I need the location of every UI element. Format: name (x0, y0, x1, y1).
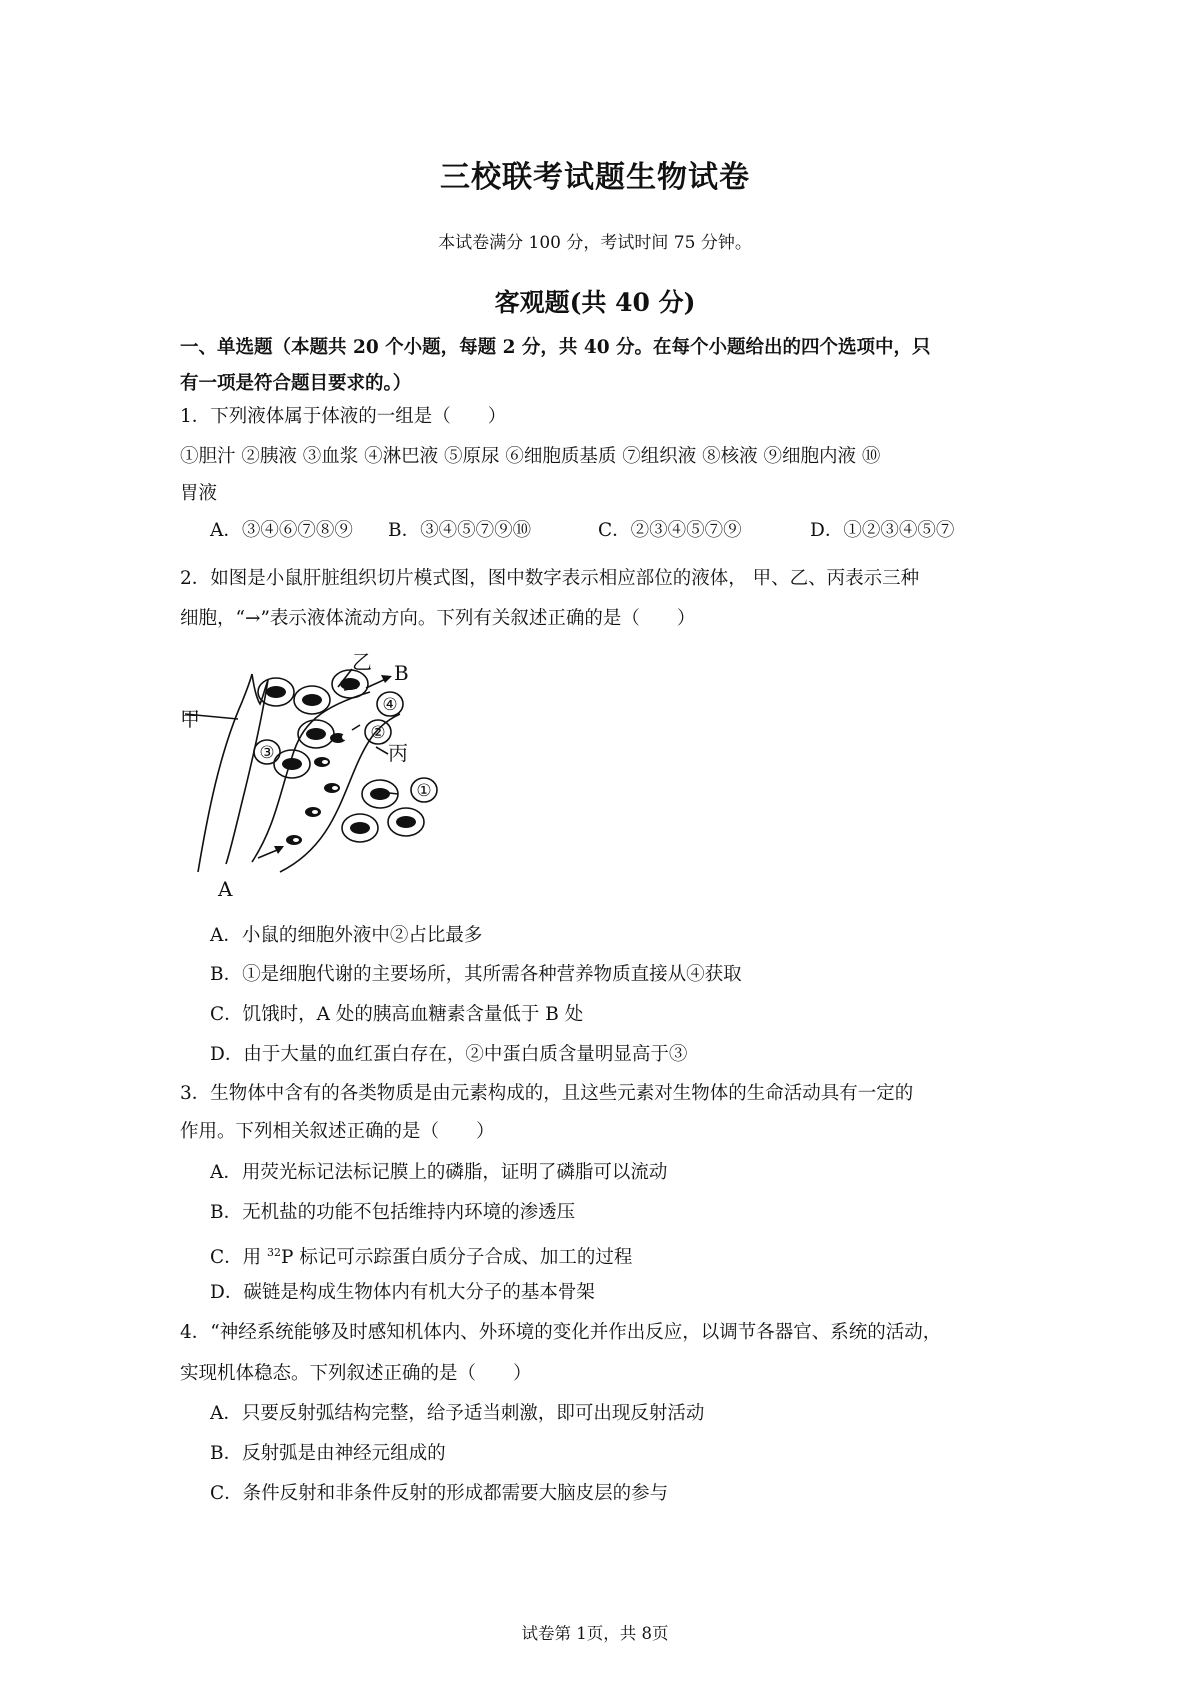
label-n1: ① (416, 781, 432, 801)
q1-option-d: D．①②③④⑤⑦ (810, 520, 955, 541)
liver-tissue-diagram (180, 652, 450, 900)
instruction-line-1: 一、单选题（本题共 20 个小题，每题 2 分，共 40 分。在每个小题给出的四个选项中，只 (180, 337, 931, 358)
q3-option-d: D．碳链是构成生物体内有机大分子的基本骨架 (210, 1282, 595, 1303)
q4-option-c: C．条件反射和非条件反射的形成都需要大脑皮层的参与 (210, 1483, 669, 1504)
exam-subtitle: 本试卷满分 100 分，考试时间 75 分钟。 (438, 233, 752, 253)
label-a: A (218, 877, 233, 900)
q2-stem-line-1: 2．如图是小鼠肝脏组织切片模式图，图中数字表示相应部位的液体， 甲、乙、丙表示三种 (180, 568, 920, 589)
label-n3: ③ (259, 743, 275, 763)
q2-option-b: B．①是细胞代谢的主要场所，其所需各种营养物质直接从④获取 (210, 964, 742, 985)
label-bing: 丙 (388, 741, 408, 765)
q1-items-line-2: 胃液 (180, 483, 218, 504)
section-heading: 客观题(共 40 分) (494, 288, 696, 317)
label-b: B (394, 661, 409, 685)
label-yi: 乙 (352, 652, 372, 674)
q2-option-d: D．由于大量的血红蛋白存在，②中蛋白质含量明显高于③ (210, 1044, 688, 1065)
q3-stem-line-2: 作用。下列相关叙述正确的是（ ） (180, 1121, 495, 1142)
label-jia: 甲 (180, 707, 200, 731)
q2-option-a: A．小鼠的细胞外液中②占比最多 (210, 925, 483, 946)
page-footer: 试卷第 1页，共 8页 (521, 1624, 669, 1643)
exam-title: 三校联考试题生物试卷 (440, 160, 750, 195)
q1-option-a: A．③④⑥⑦⑧⑨ (210, 520, 353, 541)
q4-stem-line-1: 4．“神经系统能够及时感知机体内、外环境的变化并作出反应，以调节各器官、系统的活动， (180, 1322, 942, 1343)
q1-option-b: B．③④⑤⑦⑨⑩ (388, 520, 532, 541)
q3-option-b: B．无机盐的功能不包括维持内环境的渗透压 (210, 1202, 576, 1223)
q1-stem: 1．下列液体属于体液的一组是（ ） (180, 406, 507, 427)
q4-option-b: B．反射弧是由神经元组成的 (210, 1443, 446, 1464)
label-n2: ② (370, 723, 386, 743)
label-n4: ④ (382, 695, 398, 715)
q1-option-c: C．②③④⑤⑦⑨ (598, 520, 742, 541)
q4-option-a: A．只要反射弧结构完整，给予适当刺激，即可出现反射活动 (210, 1403, 705, 1424)
q1-items-line-1: ①胆汁 ②胰液 ③血浆 ④淋巴液 ⑤原尿 ⑥细胞质基质 ⑦组织液 ⑧核液 ⑨细胞内液 ⑩ (180, 446, 881, 467)
q4-stem-line-2: 实现机体稳态。下列叙述正确的是（ ） (180, 1363, 532, 1384)
q3-stem-line-1: 3．生物体中含有的各类物质是由元素构成的，且这些元素对生物体的生命活动具有一定的 (180, 1083, 914, 1104)
q2-option-c: C．饥饿时，A 处的胰高血糖素含量低于 B 处 (210, 1004, 584, 1025)
instruction-line-2: 有一项是符合题目要求的。） (180, 373, 412, 394)
q3-option-c: C．用 $^{32}$P 标记可示踪蛋白质分子合成、加工的过程 (210, 1246, 633, 1269)
q3-option-a: A．用荧光标记法标记膜上的磷脂，证明了磷脂可以流动 (210, 1162, 668, 1183)
q2-stem-line-2: 细胞，“→”表示液体流动方向。下列有关叙述正确的是（ ） (180, 608, 696, 629)
